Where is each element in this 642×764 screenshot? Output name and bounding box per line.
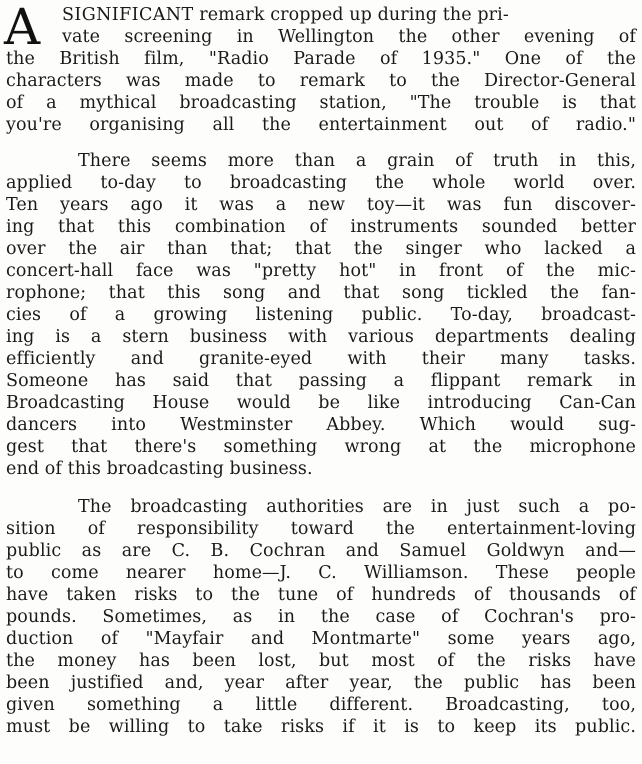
- text-line: the money has been lost, but most of the risks have: [6, 651, 636, 671]
- text-line: efficiently and granite-eyed with their many tasks.: [6, 349, 636, 369]
- text-line: sition of responsibility toward the entertainment-loving: [6, 519, 636, 539]
- text-line: cies of a growing listening public. To-day, broadcast-: [6, 305, 636, 325]
- text-line: Ten years ago it was a new toy—it was fun discover-: [6, 195, 636, 215]
- text-line: must be willing to take risks if it is to keep its public.: [6, 717, 636, 737]
- text-line: There seems more than a grain of truth in this,: [78, 151, 636, 171]
- text-line: pounds. Sometimes, as in the case of Cochran's pro-: [6, 607, 636, 627]
- text-line: duction of "Mayfair and Montmarte" some years ago,: [6, 629, 636, 649]
- text-line: applied to-day to broadcasting the whole world over.: [6, 173, 636, 193]
- paragraph-1-line-1: [62, 4, 636, 26]
- text-line: to come nearer home—J. C. Williamson. These people: [6, 563, 636, 583]
- text-line: given something a little different. Broadcasting, too,: [6, 695, 636, 715]
- text-line: end of this broadcasting business.: [6, 459, 313, 479]
- text-line: of a mythical broadcasting station, "The trouble is that: [6, 93, 636, 113]
- text-line: vate screening in Wellington the other evening of: [62, 27, 636, 47]
- text-line: characters was made to remark to the Director-General: [6, 71, 636, 91]
- text-line: The broadcasting authorities are in just such a po-: [78, 497, 636, 517]
- text-line: rophone; that this song and that song tickled the fan-: [6, 283, 636, 303]
- text-line: over the air than that; that the singer who lacked a: [6, 239, 636, 259]
- text-line: you're organising all the entertainment out of radio.": [6, 115, 636, 135]
- text-line: Broadcasting House would be like introducing Can-Can: [6, 393, 636, 413]
- text-line: Someone has said that passing a flippant remark in: [6, 371, 636, 391]
- text-line: concert-hall face was "pretty hot" in front of the mic-: [6, 261, 636, 281]
- text-line: been justified and, year after year, the public has been: [6, 673, 636, 693]
- text-line: dancers into Westminster Abbey. Which would sug-: [6, 415, 636, 435]
- text-line: ing that this combination of instruments sounded better: [6, 217, 636, 237]
- text-line: gest that there's something wrong at the microphone: [6, 437, 636, 457]
- text-line: ing is a stern business with various departments dealing: [6, 327, 636, 347]
- text-line: public as are C. B. Cochran and Samuel Goldwyn and—: [6, 541, 636, 561]
- text-line: have taken risks to the tune of hundreds of thousands of: [6, 585, 636, 605]
- lead-word: SIGNIFICANT: [62, 5, 194, 25]
- drop-cap: A: [4, 0, 41, 56]
- lead-line-text: remark cropped up during the pri-: [193, 5, 509, 25]
- text-line: the British film, "Radio Parade of 1935." One of the: [6, 49, 636, 69]
